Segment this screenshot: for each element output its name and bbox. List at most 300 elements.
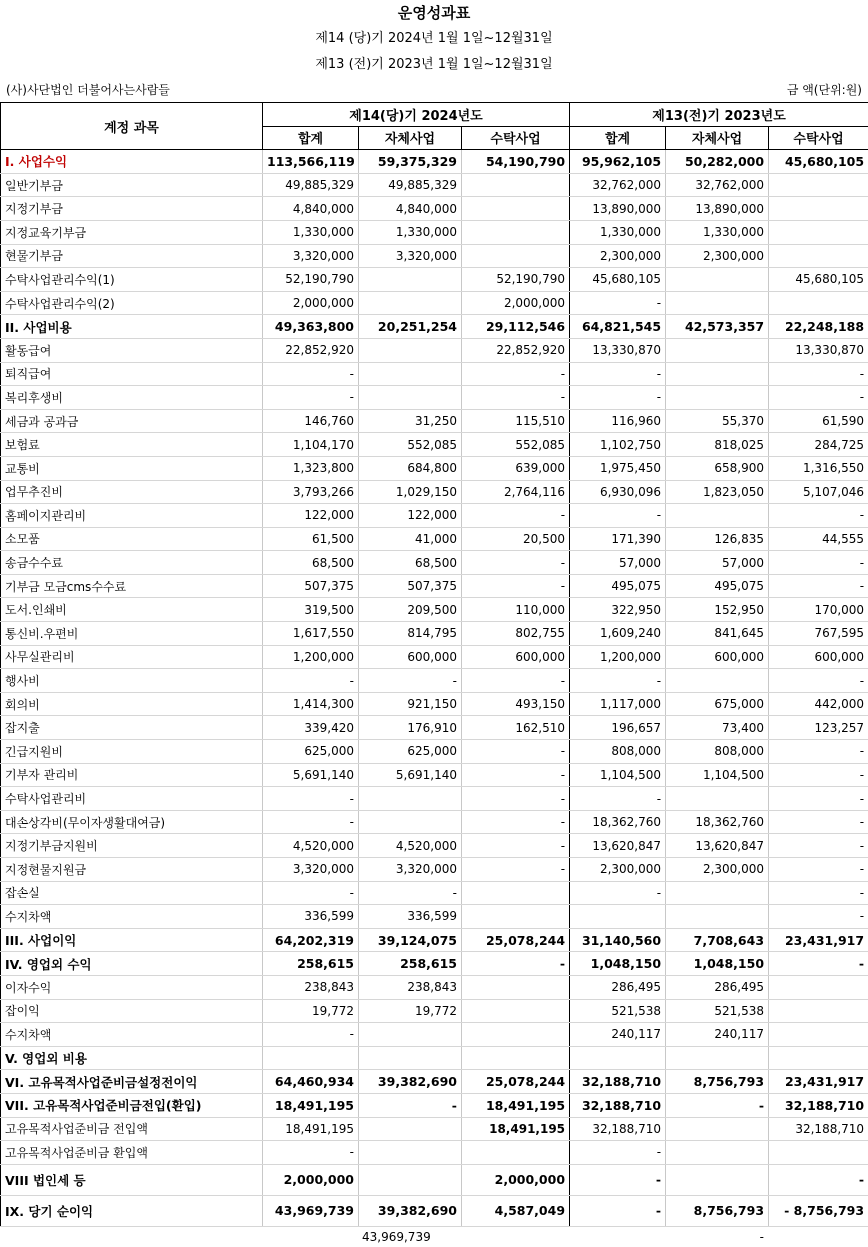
section-row (1, 1046, 868, 1070)
table-row (1, 645, 868, 669)
prior-own-cell (666, 504, 769, 528)
account-label: 수탁사업관리수익(1) (1, 268, 263, 292)
table-row (1, 622, 868, 646)
current-total-cell: - (263, 386, 359, 410)
prior-own-cell: 55,370 (666, 409, 769, 433)
prior-consigned-cell: 23,431,917 (769, 1070, 868, 1094)
current-consigned-cell (462, 1023, 570, 1047)
table-row (1, 268, 868, 292)
table-row (1, 975, 868, 999)
current-total-cell: 4,840,000 (263, 197, 359, 221)
current-consigned-cell: 115,510 (462, 409, 570, 433)
current-total-cell: 19,772 (263, 999, 359, 1023)
period-prior: 제13 (전)기 2023년 1월 1일~12월31일 (0, 52, 868, 78)
current-total-cell: 122,000 (263, 504, 359, 528)
current-consigned-cell: - (462, 858, 570, 882)
current-total-cell: 258,615 (263, 952, 359, 976)
section-row (1, 1164, 868, 1195)
prior-total-cell: 32,188,710 (570, 1070, 666, 1094)
prior-total-cell: 808,000 (570, 740, 666, 764)
prior-own-cell: 1,048,150 (666, 952, 769, 976)
section-row (1, 952, 868, 976)
prior-total-cell: 2,300,000 (570, 858, 666, 882)
prior-own-cell: 1,104,500 (666, 763, 769, 787)
prior-own-cell (666, 291, 769, 315)
prior-consigned-cell: 32,188,710 (769, 1117, 868, 1141)
current-consigned-cell: 4,587,049 (462, 1195, 570, 1226)
account-label: V. 영업외 비용 (1, 1046, 263, 1070)
current-own-cell: 921,150 (359, 692, 462, 716)
footer-note-value: 43,969,739 (358, 1227, 461, 1247)
current-consigned-cell: 29,112,546 (462, 315, 570, 339)
current-consigned-header: 수탁사업 (462, 126, 570, 150)
current-total-cell: 3,793,266 (263, 480, 359, 504)
prior-own-cell: 57,000 (666, 551, 769, 575)
current-consigned-cell (462, 1141, 570, 1165)
table-row (1, 409, 868, 433)
prior-consigned-cell: 170,000 (769, 598, 868, 622)
account-label: 고유목적사업준비금 환입액 (1, 1141, 263, 1165)
current-own-cell: 1,330,000 (359, 220, 462, 244)
prior-consigned-cell: 23,431,917 (769, 928, 868, 952)
prior-total-cell: - (570, 787, 666, 811)
prior-total-cell: - (570, 504, 666, 528)
prior-total-cell: 1,330,000 (570, 220, 666, 244)
current-total-cell: 1,104,170 (263, 433, 359, 457)
prior-total-cell: 286,495 (570, 975, 666, 999)
table-row (1, 338, 868, 362)
current-consigned-cell: 2,764,116 (462, 480, 570, 504)
account-label: 이자수익 (1, 975, 263, 999)
prior-total-cell: 1,975,450 (570, 456, 666, 480)
current-consigned-cell: - (462, 504, 570, 528)
account-label: VIII 법인세 등 (1, 1164, 263, 1195)
current-consigned-cell: - (462, 362, 570, 386)
table-row (1, 740, 868, 764)
prior-total-cell: 2,300,000 (570, 244, 666, 268)
current-own-cell: 552,085 (359, 433, 462, 457)
account-label: 수탁사업관리수익(2) (1, 291, 263, 315)
current-total-cell: 2,000,000 (263, 1164, 359, 1195)
prior-consigned-cell (769, 1023, 868, 1047)
current-consigned-cell: 25,078,244 (462, 1070, 570, 1094)
current-total-cell (263, 1046, 359, 1070)
prior-consigned-cell (769, 1046, 868, 1070)
prior-own-header: 자체사업 (666, 126, 769, 150)
prior-consigned-cell: - (769, 504, 868, 528)
account-label: 대손상각비(무이자생활대여금) (1, 810, 263, 834)
prior-consigned-cell: - (769, 362, 868, 386)
account-label: I. 사업수익 (1, 150, 263, 174)
current-total-cell: 146,760 (263, 409, 359, 433)
current-total-cell: - (263, 362, 359, 386)
account-label: 보험료 (1, 433, 263, 457)
current-own-cell: 49,885,329 (359, 173, 462, 197)
table-row (1, 598, 868, 622)
prior-own-cell: 32,762,000 (666, 173, 769, 197)
account-label: IV. 영업외 수익 (1, 952, 263, 976)
current-consigned-cell: 162,510 (462, 716, 570, 740)
current-total-cell: 2,000,000 (263, 291, 359, 315)
prior-consigned-cell: - (769, 905, 868, 929)
section-row (1, 928, 868, 952)
current-total-cell: 1,414,300 (263, 692, 359, 716)
table-row (1, 1141, 868, 1165)
prior-consigned-cell: - 8,756,793 (769, 1195, 868, 1226)
current-total-cell: 43,969,739 (263, 1195, 359, 1226)
account-label: 수탁사업관리비 (1, 787, 263, 811)
current-consigned-cell: 2,000,000 (462, 291, 570, 315)
prior-own-cell: 675,000 (666, 692, 769, 716)
table-row (1, 173, 868, 197)
table-row (1, 669, 868, 693)
account-label: 업무추진비 (1, 480, 263, 504)
table-row (1, 551, 868, 575)
prior-total-cell: 6,930,096 (570, 480, 666, 504)
current-own-cell (359, 1141, 462, 1165)
prior-own-cell: 73,400 (666, 716, 769, 740)
current-consigned-cell: 802,755 (462, 622, 570, 646)
current-total-cell: 52,190,790 (263, 268, 359, 292)
current-own-cell: 39,382,690 (359, 1195, 462, 1226)
prior-own-cell: 818,025 (666, 433, 769, 457)
account-label: 수지차액 (1, 1023, 263, 1047)
current-consigned-cell: 18,491,195 (462, 1117, 570, 1141)
current-own-cell (359, 787, 462, 811)
table-row (1, 1117, 868, 1141)
prior-total-cell: 196,657 (570, 716, 666, 740)
account-label: 기부금 모금cms수수료 (1, 574, 263, 598)
current-consigned-cell (462, 197, 570, 221)
table-row (1, 244, 868, 268)
prior-own-cell: 286,495 (666, 975, 769, 999)
current-own-cell (359, 338, 462, 362)
footer-table (0, 1227, 868, 1247)
prior-total-cell: - (570, 1164, 666, 1195)
account-label: 긴급지원비 (1, 740, 263, 764)
table-row (1, 433, 868, 457)
prior-own-cell: 18,362,760 (666, 810, 769, 834)
current-consigned-cell (462, 975, 570, 999)
prior-consigned-cell: - (769, 952, 868, 976)
account-label: 사무실관리비 (1, 645, 263, 669)
current-consigned-cell: 552,085 (462, 433, 570, 457)
current-own-cell: 4,520,000 (359, 834, 462, 858)
table-row (1, 504, 868, 528)
prior-own-cell: 13,620,847 (666, 834, 769, 858)
table-row (1, 881, 868, 905)
current-consigned-cell: - (462, 787, 570, 811)
current-total-cell: 507,375 (263, 574, 359, 598)
current-own-cell: 625,000 (359, 740, 462, 764)
current-total-cell: - (263, 1141, 359, 1165)
current-own-cell: 600,000 (359, 645, 462, 669)
current-own-cell: 814,795 (359, 622, 462, 646)
current-own-cell: 122,000 (359, 504, 462, 528)
current-consigned-cell (462, 244, 570, 268)
table-row (1, 787, 868, 811)
prior-own-cell: 658,900 (666, 456, 769, 480)
current-total-cell: - (263, 810, 359, 834)
current-own-cell (359, 1023, 462, 1047)
prior-total-cell: 521,538 (570, 999, 666, 1023)
prior-consigned-cell: 32,188,710 (769, 1093, 868, 1117)
account-label: 홈페이지관리비 (1, 504, 263, 528)
current-total-cell: 64,202,319 (263, 928, 359, 952)
prior-total-cell: 18,362,760 (570, 810, 666, 834)
prior-consigned-cell: - (769, 551, 868, 575)
current-own-cell: 39,124,075 (359, 928, 462, 952)
prior-total-header: 합계 (570, 126, 666, 150)
current-own-cell: 684,800 (359, 456, 462, 480)
prior-own-cell (666, 1164, 769, 1195)
prior-total-cell: 495,075 (570, 574, 666, 598)
prior-total-cell: 45,680,105 (570, 268, 666, 292)
account-label: 지정교육기부금 (1, 220, 263, 244)
prior-consigned-cell (769, 220, 868, 244)
prior-total-cell: - (570, 1141, 666, 1165)
account-label: 잡지출 (1, 716, 263, 740)
table-row (1, 362, 868, 386)
prior-consigned-cell: 5,107,046 (769, 480, 868, 504)
account-label: 회의비 (1, 692, 263, 716)
current-own-cell (359, 810, 462, 834)
prior-consigned-cell (769, 291, 868, 315)
prior-total-cell: 95,962,105 (570, 150, 666, 174)
current-total-cell: 3,320,000 (263, 244, 359, 268)
current-total-cell: 22,852,920 (263, 338, 359, 362)
prior-own-cell (666, 386, 769, 410)
current-own-cell: 507,375 (359, 574, 462, 598)
account-label: 현물기부금 (1, 244, 263, 268)
current-consigned-cell (462, 881, 570, 905)
prior-consigned-cell: - (769, 834, 868, 858)
prior-total-cell: 13,890,000 (570, 197, 666, 221)
current-consigned-cell (462, 220, 570, 244)
table-row (1, 197, 868, 221)
account-label: 도서.인쇄비 (1, 598, 263, 622)
prior-own-cell: 808,000 (666, 740, 769, 764)
current-own-cell: 31,250 (359, 409, 462, 433)
prior-consigned-cell: 44,555 (769, 527, 868, 551)
current-total-header: 합계 (263, 126, 359, 150)
table-row (1, 858, 868, 882)
prior-consigned-cell: - (769, 740, 868, 764)
current-total-cell: 319,500 (263, 598, 359, 622)
table-row (1, 220, 868, 244)
prior-total-cell: 1,200,000 (570, 645, 666, 669)
prior-own-cell (666, 1117, 769, 1141)
prior-total-cell (570, 905, 666, 929)
account-label: 일반기부금 (1, 173, 263, 197)
prior-consigned-cell: - (769, 810, 868, 834)
current-consigned-cell (462, 999, 570, 1023)
current-consigned-cell: 22,852,920 (462, 338, 570, 362)
prior-consigned-cell (769, 1141, 868, 1165)
prior-consigned-cell: - (769, 669, 868, 693)
current-consigned-cell: - (462, 574, 570, 598)
account-label: VI. 고유목적사업준비금설정전이익 (1, 1070, 263, 1094)
prior-total-cell: 1,102,750 (570, 433, 666, 457)
prior-consigned-cell: 1,316,550 (769, 456, 868, 480)
prior-own-cell: 521,538 (666, 999, 769, 1023)
prior-total-cell: 116,960 (570, 409, 666, 433)
prior-total-cell: 1,104,500 (570, 763, 666, 787)
prior-consigned-cell: - (769, 1164, 868, 1195)
footer-note-dash: - (665, 1227, 768, 1247)
section-row (1, 1070, 868, 1094)
current-consigned-cell: - (462, 740, 570, 764)
account-label: 고유목적사업준비금 전입액 (1, 1117, 263, 1141)
prior-own-cell: 1,823,050 (666, 480, 769, 504)
current-own-cell: 5,691,140 (359, 763, 462, 787)
prior-consigned-cell: 442,000 (769, 692, 868, 716)
table-row (1, 999, 868, 1023)
account-label: 통신비.우편비 (1, 622, 263, 646)
current-consigned-cell: 493,150 (462, 692, 570, 716)
account-label: 교통비 (1, 456, 263, 480)
prior-total-cell: - (570, 362, 666, 386)
prior-consigned-cell: 45,680,105 (769, 150, 868, 174)
table-row (1, 386, 868, 410)
current-consigned-cell: 20,500 (462, 527, 570, 551)
current-consigned-cell: 52,190,790 (462, 268, 570, 292)
prior-total-cell: 240,117 (570, 1023, 666, 1047)
current-own-cell (359, 1046, 462, 1070)
current-consigned-cell: 600,000 (462, 645, 570, 669)
table-row (1, 574, 868, 598)
prior-own-cell (666, 669, 769, 693)
account-label: 기부자 관리비 (1, 763, 263, 787)
prior-total-cell: - (570, 669, 666, 693)
prior-own-cell: 42,573,357 (666, 315, 769, 339)
period-current: 제14 (당)기 2024년 1월 1일~12월31일 (0, 26, 868, 52)
current-consigned-cell: - (462, 834, 570, 858)
prior-total-cell: 31,140,560 (570, 928, 666, 952)
account-label: 잡이익 (1, 999, 263, 1023)
section-row (1, 150, 868, 174)
prior-own-cell: 13,890,000 (666, 197, 769, 221)
current-own-cell (359, 1164, 462, 1195)
current-own-cell (359, 268, 462, 292)
prior-consigned-cell (769, 975, 868, 999)
current-consigned-cell: - (462, 386, 570, 410)
current-consigned-cell: - (462, 763, 570, 787)
section-row (1, 1093, 868, 1117)
account-label: 활동급여 (1, 338, 263, 362)
current-consigned-cell: 25,078,244 (462, 928, 570, 952)
current-total-cell: 61,500 (263, 527, 359, 551)
account-label: 지정기부금지원비 (1, 834, 263, 858)
prior-own-cell: 2,300,000 (666, 244, 769, 268)
current-total-cell: - (263, 669, 359, 693)
account-label: VII. 고유목적사업준비금전입(환입) (1, 1093, 263, 1117)
account-label: 지정현물지원금 (1, 858, 263, 882)
prior-own-cell (666, 1046, 769, 1070)
table-row (1, 456, 868, 480)
prior-total-cell: 171,390 (570, 527, 666, 551)
prior-total-cell: 13,620,847 (570, 834, 666, 858)
current-own-cell: 19,772 (359, 999, 462, 1023)
prior-total-cell: 1,048,150 (570, 952, 666, 976)
prior-consigned-cell: 45,680,105 (769, 268, 868, 292)
prior-own-cell: 126,835 (666, 527, 769, 551)
current-total-cell: 238,843 (263, 975, 359, 999)
prior-own-cell: 1,330,000 (666, 220, 769, 244)
account-label: 지정기부금 (1, 197, 263, 221)
account-label: IX. 당기 순이익 (1, 1195, 263, 1226)
current-consigned-cell: - (462, 810, 570, 834)
account-label: 행사비 (1, 669, 263, 693)
prior-consigned-header: 수탁사업 (769, 126, 868, 150)
prior-total-cell: - (570, 386, 666, 410)
prior-own-cell: 495,075 (666, 574, 769, 598)
prior-total-cell: 32,188,710 (570, 1093, 666, 1117)
footer-row (0, 1227, 868, 1247)
header-row-1 (1, 103, 868, 127)
prior-consigned-cell: - (769, 787, 868, 811)
prior-total-cell: - (570, 881, 666, 905)
current-own-cell: 1,029,150 (359, 480, 462, 504)
current-total-cell: 1,323,800 (263, 456, 359, 480)
current-consigned-cell: - (462, 952, 570, 976)
account-label: III. 사업이익 (1, 928, 263, 952)
account-header: 계정 과목 (1, 103, 263, 150)
current-own-cell (359, 1117, 462, 1141)
current-consigned-cell: - (462, 551, 570, 575)
current-total-cell: 3,320,000 (263, 858, 359, 882)
results-table (0, 102, 868, 1227)
account-label: 복리후생비 (1, 386, 263, 410)
prior-total-cell: 322,950 (570, 598, 666, 622)
account-label: 퇴직급여 (1, 362, 263, 386)
current-own-cell: 336,599 (359, 905, 462, 929)
current-total-cell: 64,460,934 (263, 1070, 359, 1094)
prior-own-cell: 50,282,000 (666, 150, 769, 174)
current-total-cell: 1,617,550 (263, 622, 359, 646)
prior-consigned-cell: - (769, 881, 868, 905)
prior-own-cell (666, 905, 769, 929)
prior-own-cell: - (666, 1093, 769, 1117)
current-total-cell: 336,599 (263, 905, 359, 929)
current-consigned-cell: 639,000 (462, 456, 570, 480)
current-own-cell: 238,843 (359, 975, 462, 999)
prior-total-cell: - (570, 291, 666, 315)
prior-own-cell (666, 268, 769, 292)
prior-consigned-cell (769, 999, 868, 1023)
current-total-cell: 49,363,800 (263, 315, 359, 339)
prior-consigned-cell: 22,248,188 (769, 315, 868, 339)
current-total-cell: - (263, 787, 359, 811)
current-own-cell: 4,840,000 (359, 197, 462, 221)
prior-consigned-cell: - (769, 763, 868, 787)
prior-total-cell: 1,609,240 (570, 622, 666, 646)
current-total-cell: 68,500 (263, 551, 359, 575)
current-consigned-cell: 54,190,790 (462, 150, 570, 174)
prior-consigned-cell: 61,590 (769, 409, 868, 433)
prior-own-cell: 2,300,000 (666, 858, 769, 882)
current-own-cell: 41,000 (359, 527, 462, 551)
table-row (1, 905, 868, 929)
table-row (1, 763, 868, 787)
current-total-cell: 4,520,000 (263, 834, 359, 858)
results-table-body (1, 150, 868, 1227)
table-row (1, 291, 868, 315)
prior-own-cell: 8,756,793 (666, 1070, 769, 1094)
current-own-cell (359, 386, 462, 410)
prior-consigned-cell (769, 244, 868, 268)
prior-own-cell (666, 1141, 769, 1165)
